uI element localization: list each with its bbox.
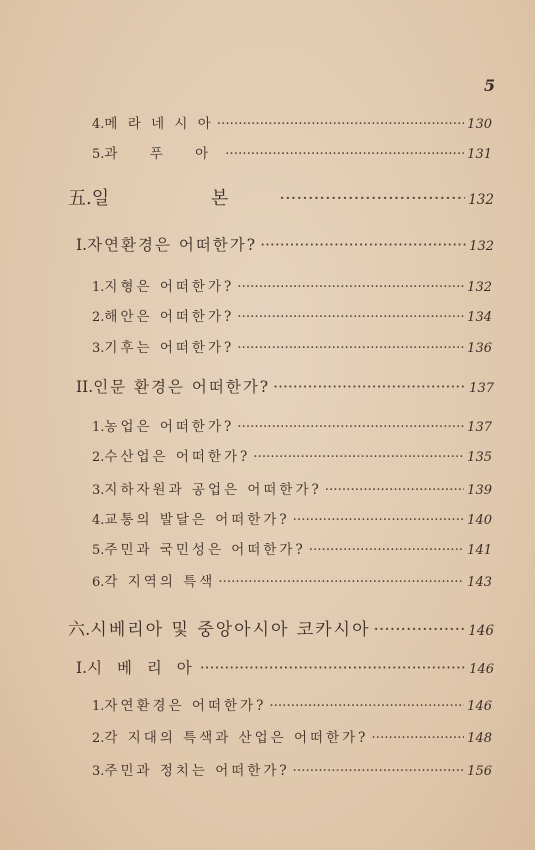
dot-leader (237, 419, 464, 435)
entry-page: 143 (467, 575, 492, 590)
section-page: 146 (469, 662, 494, 677)
toc-entry (92, 508, 492, 528)
toc-entry (92, 726, 492, 746)
entry-title: 농업은 어떠한가? (104, 419, 235, 435)
entry-title: 지하자원과 공업은 어떠한가? (104, 482, 322, 498)
entry-number: 4. (92, 117, 105, 132)
entry-title: 수산업은 어떠한가? (104, 449, 251, 465)
toc-entry (92, 694, 492, 714)
section-page: 132 (469, 239, 494, 254)
entry-number: 4. (92, 513, 105, 528)
entry-number: 5. (92, 543, 105, 558)
entry-page: 136 (467, 341, 492, 356)
entry-title: 해안은 어떠한가? (104, 309, 235, 325)
entry-title: 주민과 정치는 어떠한가? (104, 763, 290, 779)
chapter-title: 일 본 (91, 188, 277, 209)
dot-leader (217, 116, 464, 132)
dot-leader (309, 542, 464, 558)
entry-number: 1. (92, 420, 105, 435)
section-number: I. (76, 236, 88, 254)
entry-page: 134 (467, 310, 492, 325)
toc-entry (92, 142, 492, 162)
entry-number: 1. (92, 280, 105, 295)
entry-title: 주민과 국민성은 어떠한가? (104, 542, 306, 558)
dot-leader (374, 620, 466, 640)
dot-leader (253, 449, 464, 465)
dot-leader (225, 146, 464, 162)
toc-section (76, 375, 494, 397)
entry-page: 156 (467, 764, 492, 779)
toc-chapter (68, 184, 494, 210)
toc-entry (92, 538, 492, 558)
entry-number: 2. (92, 310, 105, 325)
chapter-title: 시베리아 및 중앙아시아 코카시아 (90, 620, 371, 640)
toc-entry (92, 445, 492, 465)
dot-leader (200, 659, 466, 677)
entry-page: 140 (467, 513, 492, 528)
section-number: II. (76, 378, 94, 396)
entry-title: 교통의 발달은 어떠한가? (104, 512, 290, 528)
entry-title: 메 라 네 시 아 (104, 116, 214, 132)
toc-entry (92, 305, 492, 325)
toc-section (76, 656, 494, 678)
dot-leader (293, 763, 465, 779)
section-title: 시 베 리 아 (87, 659, 197, 677)
chapter-page: 132 (468, 192, 494, 208)
toc-entry (92, 275, 492, 295)
entry-page: 131 (467, 147, 492, 162)
entry-number: 3. (92, 341, 105, 356)
entry-page: 137 (467, 420, 492, 435)
section-title: 자연환경은 어떠한가? (87, 236, 258, 254)
entry-page: 148 (467, 731, 492, 746)
dot-leader (279, 188, 465, 209)
entry-page: 141 (467, 543, 492, 558)
entry-page: 146 (467, 699, 492, 714)
entry-page: 139 (467, 483, 492, 498)
entry-number: 6. (92, 575, 105, 590)
toc-entry (92, 570, 492, 590)
toc-entry (92, 112, 492, 132)
entry-number: 5. (92, 147, 105, 162)
toc-entry (92, 478, 492, 498)
dot-leader (269, 698, 464, 714)
entry-title: 기후는 어떠한가? (104, 340, 235, 356)
toc-entry (92, 415, 492, 435)
entry-title: 과 푸 아 (104, 146, 223, 162)
dot-leader (371, 730, 464, 746)
page-number: 5 (484, 76, 496, 95)
toc-chapter (68, 615, 494, 640)
chapter-number: 五. (68, 188, 92, 209)
entry-page: 135 (467, 450, 492, 465)
dot-leader (260, 236, 466, 254)
toc-entry (92, 759, 492, 779)
dot-leader (237, 340, 464, 356)
entry-title: 각 지역의 특색 (104, 574, 216, 590)
entry-title: 지형은 어떠한가? (104, 279, 235, 295)
entry-number: 2. (92, 450, 105, 465)
entry-page: 132 (467, 280, 492, 295)
toc-section (76, 233, 494, 255)
section-title: 인문 환경은 어떠한가? (93, 378, 271, 396)
entry-number: 3. (92, 764, 105, 779)
chapter-number: 六. (68, 620, 91, 640)
section-number: I. (76, 659, 88, 677)
toc-entry (92, 336, 492, 356)
entry-number: 2. (92, 731, 105, 746)
dot-leader (237, 279, 464, 295)
entry-page: 130 (467, 117, 492, 132)
entry-number: 3. (92, 483, 105, 498)
dot-leader (273, 378, 466, 396)
dot-leader (293, 512, 465, 528)
entry-number: 1. (92, 699, 105, 714)
dot-leader (237, 309, 464, 325)
dot-leader (325, 482, 464, 498)
entry-title: 각 지대의 특색과 산업은 어떠한가? (104, 730, 369, 746)
entry-title: 자연환경은 어떠한가? (104, 698, 267, 714)
dot-leader (218, 574, 464, 590)
chapter-page: 146 (468, 623, 494, 639)
section-page: 137 (469, 381, 494, 396)
